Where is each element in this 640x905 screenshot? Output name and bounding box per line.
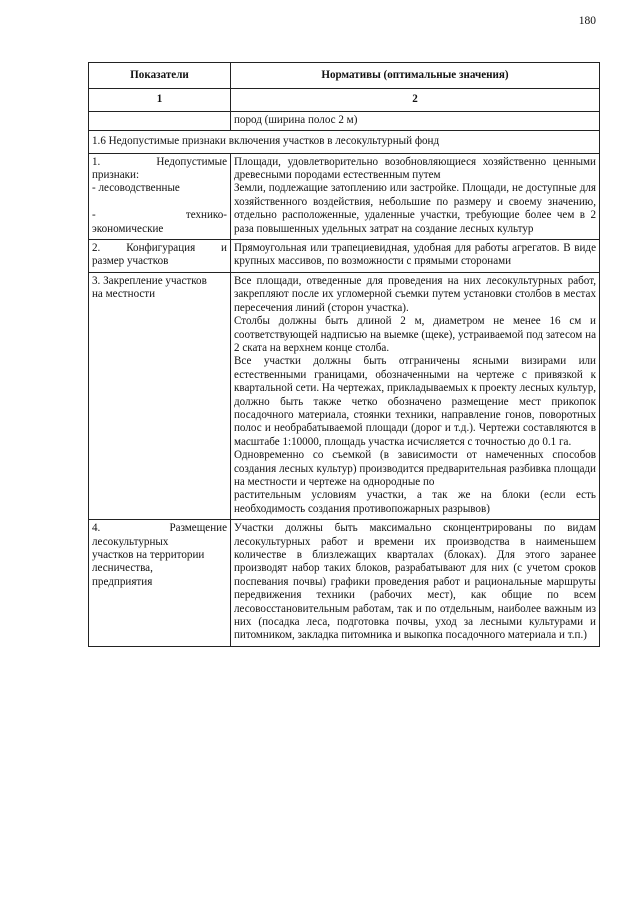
row-value <box>231 153 600 239</box>
row-label-line: 4. Размещение <box>92 522 227 535</box>
row-label-line <box>92 196 227 209</box>
row-label <box>89 153 231 239</box>
row-label-line: признаки: <box>92 169 140 182</box>
norms-table <box>88 62 600 647</box>
row-label-line: лесокультурных <box>92 535 169 548</box>
row-paragraph: Все площади, отведенные для проведения на них лесокультурных работ, закрепляют после их угломерной съемки путем установки столбов в местах пересечения линий (сторон участка). <box>234 274 596 314</box>
row-label-line: предприятия <box>92 575 153 588</box>
section-row <box>89 131 600 153</box>
section-title: 1.6 Недопустимые признаки включения участков в лесокультурный фонд <box>89 131 600 153</box>
row-label <box>89 520 231 647</box>
row-label-line: - технико- <box>92 209 227 222</box>
row-paragraph: Одновременно со съемкой (в зависимости от намеченных способов создания лесных культур) производится предварительная разбивка площади на местности и чертеже на однородные по <box>234 449 596 488</box>
row-paragraph: Столбы должны быть длиной 2 м, диаметром не менее 16 см и соответствующей надписью на выемке (щеке), устраиваемой под затесом на 2 ската на верхнем конце столба. <box>234 315 596 354</box>
column-number-row <box>89 89 600 111</box>
row-label-line: - лесоводственные <box>92 182 180 195</box>
row-value <box>231 240 600 273</box>
row-label-line: экономические <box>92 222 164 235</box>
row-paragraph: Участки должны быть максимально сконцентрированы по видам лесокультурных работ и времени их производства в наименьшем количестве в близлежащих кварталах (блоках). Для этого заранее производят набор таких блоков, разрабатывают для них (с учетом сроков поспевания почвы) графики проведения работ и рациональные маршруты передвижения техники (рабочих мест), как общие по всем лесовосстановительным работам, так и по отдельным, наиболее важным из них (посадка леса, подготовка почвы, уход за лесными культурами и питомником, закладка питомника и выкопка посадочного материала и т.п.) <box>234 522 596 642</box>
row-label-line: на местности <box>92 288 156 301</box>
row-label-line: лесничества, <box>92 562 153 575</box>
row-value <box>231 272 600 519</box>
header-norms: Нормативы (оптимальные значения) <box>231 63 600 89</box>
row-label-line: 3. Закрепление участков <box>92 274 207 287</box>
continuation-text: пород (ширина полос 2 м) <box>231 111 600 130</box>
table-row <box>89 240 600 273</box>
row-paragraph: растительным условиям участки, а так же на блоки (если есть необходимость создания противопожарных разрывов) <box>234 489 596 515</box>
table-header-row <box>89 63 600 89</box>
row-label-line: размер участков <box>92 255 169 268</box>
continuation-label-cell <box>89 111 231 130</box>
row-label-line: участков на территории <box>92 549 205 561</box>
table-row <box>89 153 600 239</box>
row-value <box>231 520 600 647</box>
row-paragraph: Площади, удовлетворительно возобновляющиеся хозяйственно ценными древесными породами естественным путем <box>234 155 596 182</box>
row-paragraph: Прямоугольная или трапециевидная, удобная для работы агрегатов. В виде крупных массивов, по возможности с прямыми сторонами <box>234 242 596 268</box>
column-number-2: 2 <box>231 89 600 111</box>
continuation-row <box>89 111 600 130</box>
row-label-line: 1. Недопустимые <box>92 155 227 168</box>
row-paragraph: Все участки должны быть отграничены ясными визирами или естественными границами, обозначенными на чертеже с привязкой к квартальной сети. На чертежах, прикладываемых к проекту лесных культур, должно быть также четко обозначено размещение мест прикопок посадочного материала, стоянки техники, направление гонов, поворотных полос и необрабатываемой площади (дорог и т.д.). Чертежи составляются в масштабе 1:10000, площадь участка исчисляется с точностью до 0.1 га. <box>234 355 597 448</box>
page-number: 180 <box>578 15 596 27</box>
table-row <box>89 272 600 519</box>
row-label-line: 2. Конфигурация и <box>92 242 227 255</box>
table-row <box>89 520 600 647</box>
row-label <box>89 240 231 273</box>
header-indicators: Показатели <box>89 63 231 89</box>
column-number-1: 1 <box>89 89 231 111</box>
row-paragraph: Земли, подлежащие затоплению или застройке. Площади, не доступные для хозяйственного воздействия, небольшие по размеру и своему значению, отдельно расположенные, удаленные участки, требующие более чем в 2 раза повышенных удельных затрат на создание лесных культур <box>234 182 596 235</box>
row-label <box>89 272 231 519</box>
